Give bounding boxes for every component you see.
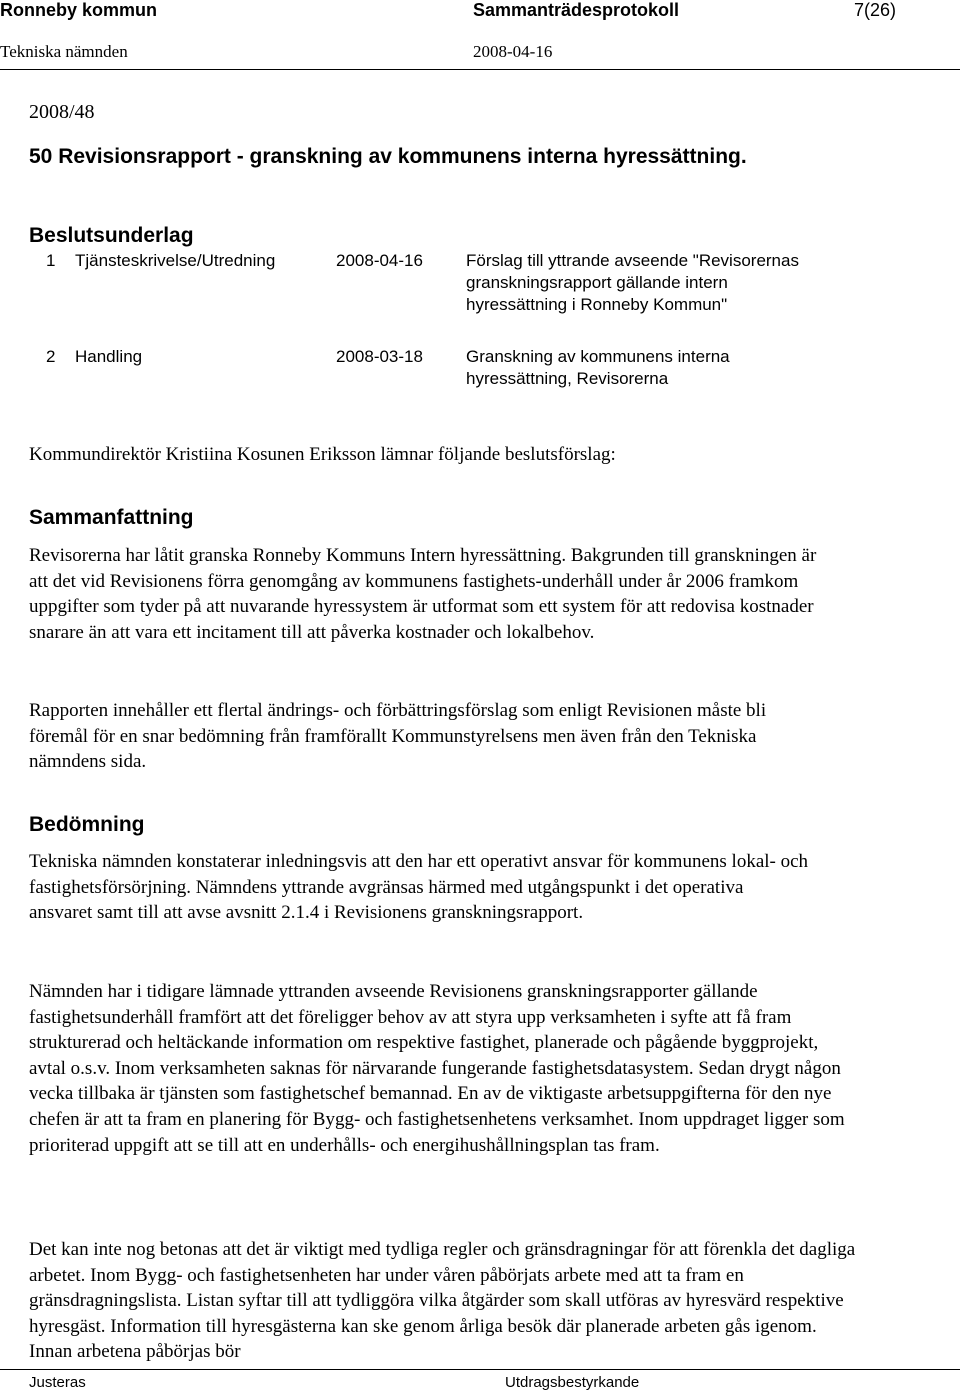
page-header: [0, 0, 960, 26]
document-type: Tjänsteskrivelse/Utredning: [75, 251, 276, 270]
header-date: 2008-04-16: [473, 42, 553, 61]
document-number: 2: [46, 347, 56, 366]
header-page-number: 7(26): [854, 0, 897, 20]
document-description: Granskning av kommunens interna hyressättning, Revisorerna: [466, 347, 730, 388]
paragraph-title: 50 Revisionsrapport - granskning av kommunens interna hyressättning.: [29, 145, 747, 168]
document-row: [29, 250, 929, 340]
header-doc-type: Sammanträdesprotokoll: [473, 0, 680, 20]
document-description: Förslag till yttrande avseende "Revisorernas granskningsrapport gällande intern hyressättning i Ronneby Kommun": [466, 251, 799, 314]
proposal-intro: Kommundirektör Kristiina Kosunen Eriksson lämnar följande beslutsförslag:: [29, 444, 616, 465]
document-date: 2008-04-16: [336, 251, 423, 270]
case-number: 2008/48: [29, 101, 95, 123]
header-org: Ronneby kommun: [0, 0, 158, 20]
document-number: 1: [46, 251, 56, 270]
document-date: 2008-03-18: [336, 347, 423, 366]
header-committee: Tekniska nämnden: [0, 42, 128, 61]
document-row: [29, 346, 929, 392]
sammanfattning-paragraph: Rapporten innehåller ett flertal ändrings- och förbättringsförslag som enligt Revisionen måste bli föremål för en snar bedömning från framförallt Kommunstyrelsens men även från den Tekniska nämndens sida.: [29, 700, 767, 773]
sammanfattning-paragraph: Revisorerna har låtit granska Ronneby Kommuns Intern hyressättning. Bakgrunden till granskningen är att det vid Revisionens förra genomgång av kommunens fastighets-underhåll under år 2006 framkom uppgifter som tyder på att nuvarande hyressystem är utformat som ett system för att redovisa kostnader snarare än att vara ett incitament till att påverka kostnader och lokalbehov.: [29, 545, 817, 643]
bedomning-paragraph: Det kan inte nog betonas att det är viktigt med tydliga regler och gränsdragningar för att förenkla det dagliga arbetet. Inom Bygg- och fastighetsenheten har under våren påbörjats arbete med att ta fram en gränsdragningslista. Listan syftar till att tydliggöra vilka åtgärder som skall utföras av hyresvärd respektive hyresgäst. Information till hyresgästerna kan ske genom årliga besök där planerade arbeten gås igenom. Innan arbetena påbörjas bör: [29, 1239, 856, 1363]
document-type: Handling: [75, 347, 143, 366]
page-subheader: [0, 42, 960, 64]
footer-utdragsbestyrkande: Utdragsbestyrkande: [505, 1374, 640, 1391]
bedomning-paragraph: Nämnden har i tidigare lämnade yttranden avseende Revisionens granskningsrapporter gällande fastighetsunderhåll framfört att det föreligger behov av att styra upp verksamheten i syfte att få fram strukturerad och heltäckande information om respektive fastighet, planerade och pågående byggprojekt, avtal o.s.v. Inom verksamheten saknas för närvarande fungerande fastighetsdatasystem. Sedan drygt någon vecka tillbaka är tjänsten som fastighetschef bemannad. En av de viktigaste arbetsuppgifterna för den nye chefen är att ta fram en planering för Bygg- och fastighetsenhetens verksamhet. Inom uppdraget ligger som prioriterad uppgift att se till att en underhålls- och energihushållningsplan tas fram.: [29, 981, 845, 1156]
footer-divider: [0, 1369, 960, 1370]
sammanfattning-heading: Sammanfattning: [29, 506, 194, 529]
footer-justeras: Justeras: [29, 1374, 86, 1391]
bedomning-heading: Bedömning: [29, 813, 145, 836]
beslutsunderlag-heading: Beslutsunderlag: [29, 224, 194, 247]
header-divider: [0, 69, 960, 70]
bedomning-paragraph: Tekniska nämnden konstaterar inledningsvis att den har ett operativt ansvar för kommunens lokal- och fastighetsförsörjning. Nämndens yttrande avgränsas härmed med utgångspunkt i det operativa ansvaret samt till att avse avsnitt 2.1.4 i Revisionens granskningsrapport.: [29, 851, 809, 924]
